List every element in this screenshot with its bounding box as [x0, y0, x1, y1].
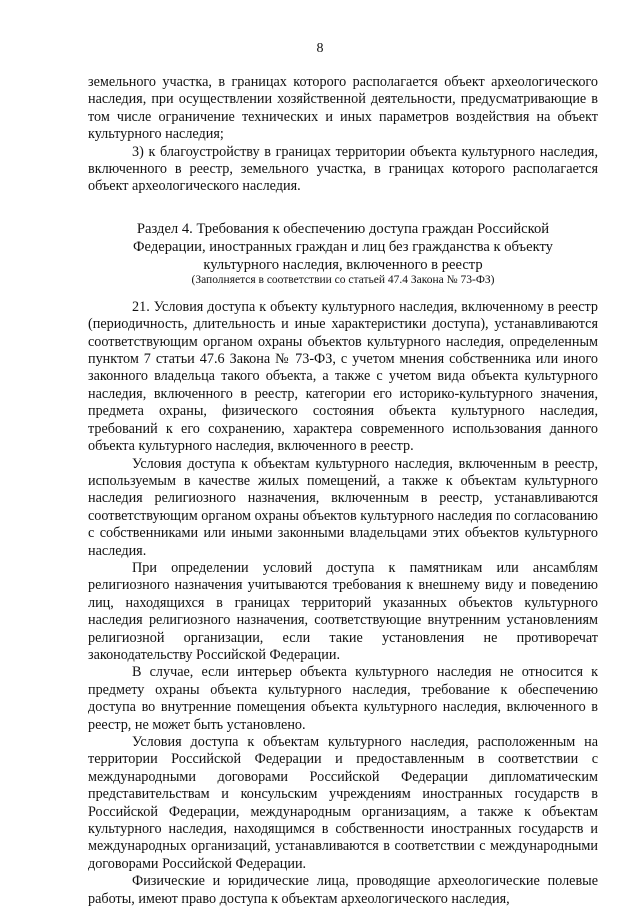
section-title-line-1: Раздел 4. Требования к обеспечению доступа граждан Российской: [136, 220, 550, 237]
paragraph-archaeological-works: Физические и юридические лица, проводящие археологические полевые работы, имеют право доступа к объектам археологического наследия,: [88, 873, 598, 907]
paragraph-interior: В случае, если интерьер объекта культурного наследия не относится к предмету охраны объекта культурного наследия, требование к обеспечению доступа во внутренние помещения объекта культурного наследия, включенного в реестр, не может быть установлено.: [88, 664, 598, 733]
paragraph-religious-ensembles: При определении условий доступа к памятникам или ансамблям религиозного назначения учитываются требования к внешнему виду и поведению лиц, находящихся в границах территорий указанных объектов культурного наследия религиозного назначения, соответствующие внутренним установлениям религиозной организации, если такие установления не противоречат законодательству Российской Федерации.: [88, 559, 598, 663]
paragraph-item-3: 3) к благоустройству в границах территории объекта культурного наследия, включенного в реестр, земельного участка, в границах которого располагается объект археологического наследия.: [88, 143, 598, 195]
page-number: 8: [316, 41, 324, 56]
section-note: (Заполняется в соответствии со статьей 47.4 Закона № 73-ФЗ): [191, 273, 495, 286]
section-heading: [88, 220, 598, 274]
section-title-line-3: культурного наследия, включенного в реестр: [203, 256, 483, 273]
document-body: [88, 74, 598, 908]
section-title-line-2: Федерации, иностранных граждан и лиц без гражданства к объекту: [133, 238, 553, 255]
paragraph-21: 21. Условия доступа к объекту культурного наследия, включенному в реестр (периодичность, длительность и иные характеристики доступа), устанавливаются соответствующим органом охраны объектов культурного наследия, определенным пунктом 7 статьи 47.6 Закона № 73-ФЗ, с учетом мнения собственника или иного законного владельца такого объекта, а также с учетом вида объекта культурного наследия, включенного в реестр, категории его историко-культурного значения, предмета охраны, физического состояния объекта культурного наследия, требований к его сохранению, характера современного использования данного объекта культурного наследия, включенного в реестр.: [88, 298, 598, 455]
paragraph-residential-religious: Условия доступа к объектам культурного наследия, включенным в реестр, используемым в качестве жилых помещений, а также к объектам культурного наследия религиозного назначения, включенным в реестр, устанавливаются соответствующим органом охраны объектов культурного наследия по согласованию с собственниками или иными законными владельцами этих объектов культурного наследия.: [88, 455, 598, 559]
paragraph-diplomatic: Условия доступа к объектам культурного наследия, расположенным на территории Российской Федерации и предоставленным в соответствии с международными договорами Российской Федерации дипломатическим представительствам и консульским учреждениям иностранных государств в Российской Федерации, международным организациям, а также к объектам культурного наследия, находящимся в собственности иностранных государств и международных организаций, устанавливаются в соответствии с международными договорами Российской Федерации.: [88, 734, 598, 872]
paragraph-continuation: земельного участка, в границах которого располагается объект археологического наследия, при осуществлении хозяйственной деятельности, предусматривающие в том числе ограничение технических и иных параметров воздействия на объект культурного наследия;: [88, 74, 598, 143]
